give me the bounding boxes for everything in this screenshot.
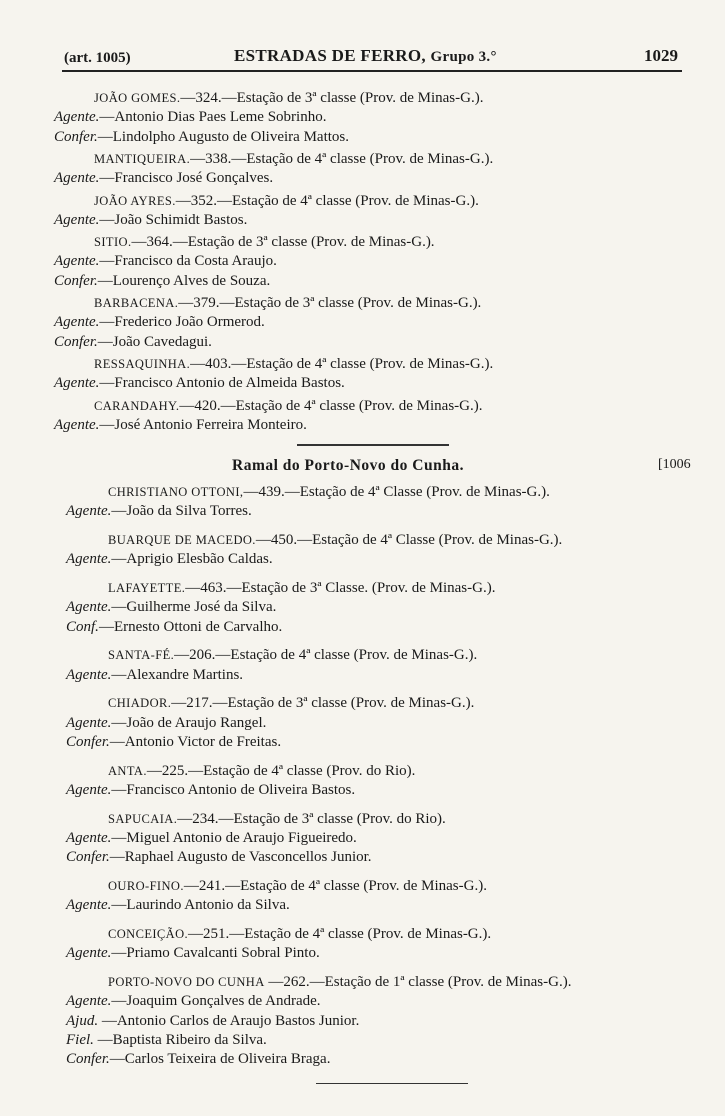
staff-line [54, 416, 307, 434]
staff-line [66, 1050, 330, 1068]
staff-person: —Baptista Ribeiro da Silva. [93, 1031, 267, 1048]
section-title: Ramal do Porto-Novo do Cunha. [232, 457, 464, 474]
staff-person: —Aprigio Elesbão Caldas. [111, 551, 273, 568]
station-line [94, 150, 493, 168]
staff-person: —João Cavedagui. [97, 333, 212, 350]
staff-person: —Francisco Antonio de Oliveira Bastos. [111, 781, 356, 798]
staff-line [54, 169, 273, 187]
staff-role: Agente. [54, 253, 100, 270]
station-name: PORTO-NOVO DO CUNHA [108, 974, 265, 989]
staff-line [54, 108, 326, 126]
staff-line [66, 666, 243, 684]
station-name: MANTIQUEIRA. [94, 151, 191, 166]
staff-role: Agente. [66, 599, 112, 616]
staff-person: —Francisco da Costa Araujo. [99, 253, 277, 270]
staff-role: Conf. [66, 618, 99, 635]
staff-role: Agente. [66, 551, 112, 568]
station-info: —217.—Estação de 3ª classe (Prov. de Minas-G.). [171, 695, 475, 712]
station-name: ANTA. [108, 763, 147, 778]
station-name: CHIADOR. [108, 696, 172, 711]
staff-role: Confer. [66, 849, 110, 866]
staff-person: —Alexandre Martins. [111, 666, 244, 683]
staff-line [54, 252, 277, 270]
station-name: OURO-FINO. [108, 878, 184, 893]
station-info: —439.—Estação de 4ª Classe (Prov. de Minas-G.). [243, 484, 550, 500]
staff-role: Agente. [66, 945, 112, 962]
station-info: —324.—Estação de 3ª classe (Prov. de Minas-G.). [180, 90, 484, 106]
staff-role: Fiel. [66, 1031, 94, 1048]
station-name: JOÃO GOMES. [94, 91, 181, 105]
staff-line [66, 618, 282, 636]
station-name: SANTA-FÉ. [108, 648, 175, 663]
staff-role: Confer. [54, 333, 98, 350]
station-line [94, 355, 493, 373]
margin-reference: [1006 [658, 457, 691, 472]
station-info: —234.—Estação de 3ª classe (Prov. do Rio). [177, 810, 446, 827]
staff-person: —Lindolpho Augusto de Oliveira Mattos. [97, 128, 349, 145]
staff-person: —João de Araujo Rangel. [111, 714, 267, 731]
station-name: SITIO. [94, 235, 132, 250]
staff-role: Agente. [66, 503, 112, 520]
staff-person: —Guilherme José da Silva. [111, 599, 277, 616]
staff-line [66, 502, 252, 520]
station-line [94, 192, 479, 210]
station-info: —241.—Estação de 4ª classe (Prov. de Minas-G.). [183, 877, 487, 894]
staff-role: Agente. [66, 897, 112, 914]
station-line [108, 877, 487, 895]
staff-role: Confer. [54, 128, 98, 145]
station-line [108, 646, 477, 664]
station-line [108, 483, 550, 501]
staff-person: —Joaquim Gonçalves de Andrade. [111, 993, 321, 1010]
staff-line [66, 714, 266, 732]
staff-line [66, 848, 372, 866]
station-line [108, 810, 446, 828]
staff-line [54, 374, 345, 392]
staff-line [66, 829, 357, 847]
staff-line [66, 944, 320, 962]
staff-role: Agente. [54, 314, 100, 331]
station-info: —352.—Estação de 4ª classe (Prov. de Minas-G.). [175, 192, 479, 209]
staff-person: —Priamo Cavalcanti Sobral Pinto. [111, 945, 320, 962]
staff-line [54, 313, 265, 331]
station-name: JOÃO AYRES. [94, 193, 176, 208]
station-name: CONCEIÇÃO. [108, 926, 189, 941]
title-text: ESTRADAS DE FERRO, [234, 46, 426, 65]
staff-role: Agente. [54, 170, 100, 187]
staff-line [66, 896, 290, 914]
staff-line [54, 211, 247, 229]
staff-role: Agente. [66, 781, 112, 798]
station-info: —251.—Estação de 4ª classe (Prov. de Minas-G.). [188, 925, 492, 942]
staff-person: —Carlos Teixeira de Oliveira Braga. [109, 1051, 331, 1068]
station-info: —206.—Estação de 4ª classe (Prov. de Minas-G.). [174, 647, 478, 664]
staff-role: Ajud. [66, 1012, 99, 1029]
staff-line [66, 733, 281, 751]
station-info: —450.—Estação de 4ª Classe (Prov. de Minas-G.). [255, 532, 563, 548]
staff-line [66, 781, 355, 799]
staff-role: Agente. [66, 666, 112, 683]
group-label: Grupo 3.° [430, 49, 497, 65]
staff-person: —João da Silva Torres. [111, 503, 252, 520]
station-info: —364.—Estação de 3ª classe (Prov. de Minas-G.). [131, 234, 435, 251]
station-line [108, 694, 474, 712]
station-line [108, 973, 571, 991]
staff-person: —Antonio Carlos de Araujo Bastos Junior. [98, 1012, 360, 1029]
staff-role: Agente. [54, 375, 100, 392]
station-line [108, 762, 415, 780]
staff-person: —Miguel Antonio de Araujo Figueiredo. [111, 829, 357, 846]
staff-person: —Lourenço Alves de Souza. [97, 272, 271, 289]
staff-role: Confer. [66, 733, 110, 750]
staff-role: Agente. [66, 993, 112, 1010]
station-name: BARBACENA. [94, 296, 179, 310]
staff-role: Agente. [54, 109, 100, 126]
staff-role: Confer. [66, 1051, 110, 1068]
staff-person: —Laurindo Antonio da Silva. [111, 897, 290, 914]
page-title [234, 46, 497, 66]
staff-person: —Raphael Augusto de Vasconcellos Junior. [109, 849, 372, 866]
station-line [94, 397, 482, 415]
staff-line [66, 1031, 267, 1049]
staff-person: —João Schimidt Bastos. [99, 211, 248, 228]
station-line [94, 233, 435, 251]
station-info: —379.—Estação de 3ª classe (Prov. de Minas-G.). [178, 295, 482, 311]
staff-person: —José Antonio Ferreira Monteiro. [99, 416, 307, 433]
staff-line [66, 598, 276, 616]
staff-role: Agente. [54, 416, 100, 433]
station-info: —262.—Estação de 1ª classe (Prov. de Minas-G.). [264, 973, 572, 990]
station-line [108, 579, 495, 597]
page-number: 1029 [644, 46, 678, 65]
staff-line [66, 550, 273, 568]
end-divider [316, 1083, 468, 1085]
station-name: CARANDAHY. [94, 398, 180, 413]
staff-role: Agente. [66, 829, 112, 846]
staff-line [54, 272, 270, 290]
section-divider [297, 444, 449, 446]
staff-line [54, 128, 349, 146]
staff-person: —Frederico João Ormerod. [99, 314, 265, 331]
station-line [94, 89, 483, 107]
staff-person: —Francisco Antonio de Almeida Bastos. [99, 375, 345, 392]
station-line [94, 294, 481, 312]
station-name: LAFAYETTE. [108, 581, 186, 595]
station-name: SAPUCAIA. [108, 811, 178, 826]
station-name: CHRISTIANO OTTONI, [108, 485, 244, 499]
station-line [108, 531, 562, 549]
station-info: —420.—Estação de 4ª classe (Prov. de Minas-G.). [179, 397, 483, 414]
staff-role: Confer. [54, 272, 98, 289]
station-info: —338.—Estação de 4ª classe (Prov. de Minas-G.). [190, 150, 494, 167]
staff-line [66, 992, 321, 1010]
station-info: —225.—Estação de 4ª classe (Prov. do Rio). [146, 762, 416, 779]
station-info: —463.—Estação de 3ª Classe. (Prov. de Minas-G.). [185, 580, 496, 596]
station-line [108, 925, 491, 943]
staff-person: —Ernesto Ottoni de Carvalho. [98, 618, 283, 635]
staff-role: Agente. [54, 211, 100, 228]
station-info: —403.—Estação de 4ª classe (Prov. de Minas-G.). [190, 355, 494, 372]
station-name: RESSAQUINHA. [94, 356, 191, 371]
staff-role: Agente. [66, 714, 112, 731]
article-reference: (art. 1005) [64, 50, 131, 66]
staff-line [66, 1012, 359, 1030]
staff-person: —Antonio Victor de Freitas. [109, 733, 282, 750]
station-name: BUARQUE DE MACEDO. [108, 533, 256, 547]
staff-line [54, 333, 212, 351]
running-header [64, 46, 682, 70]
header-rule [62, 70, 682, 72]
staff-person: —Francisco José Gonçalves. [99, 170, 274, 187]
staff-person: —Antonio Dias Paes Leme Sobrinho. [99, 109, 327, 126]
